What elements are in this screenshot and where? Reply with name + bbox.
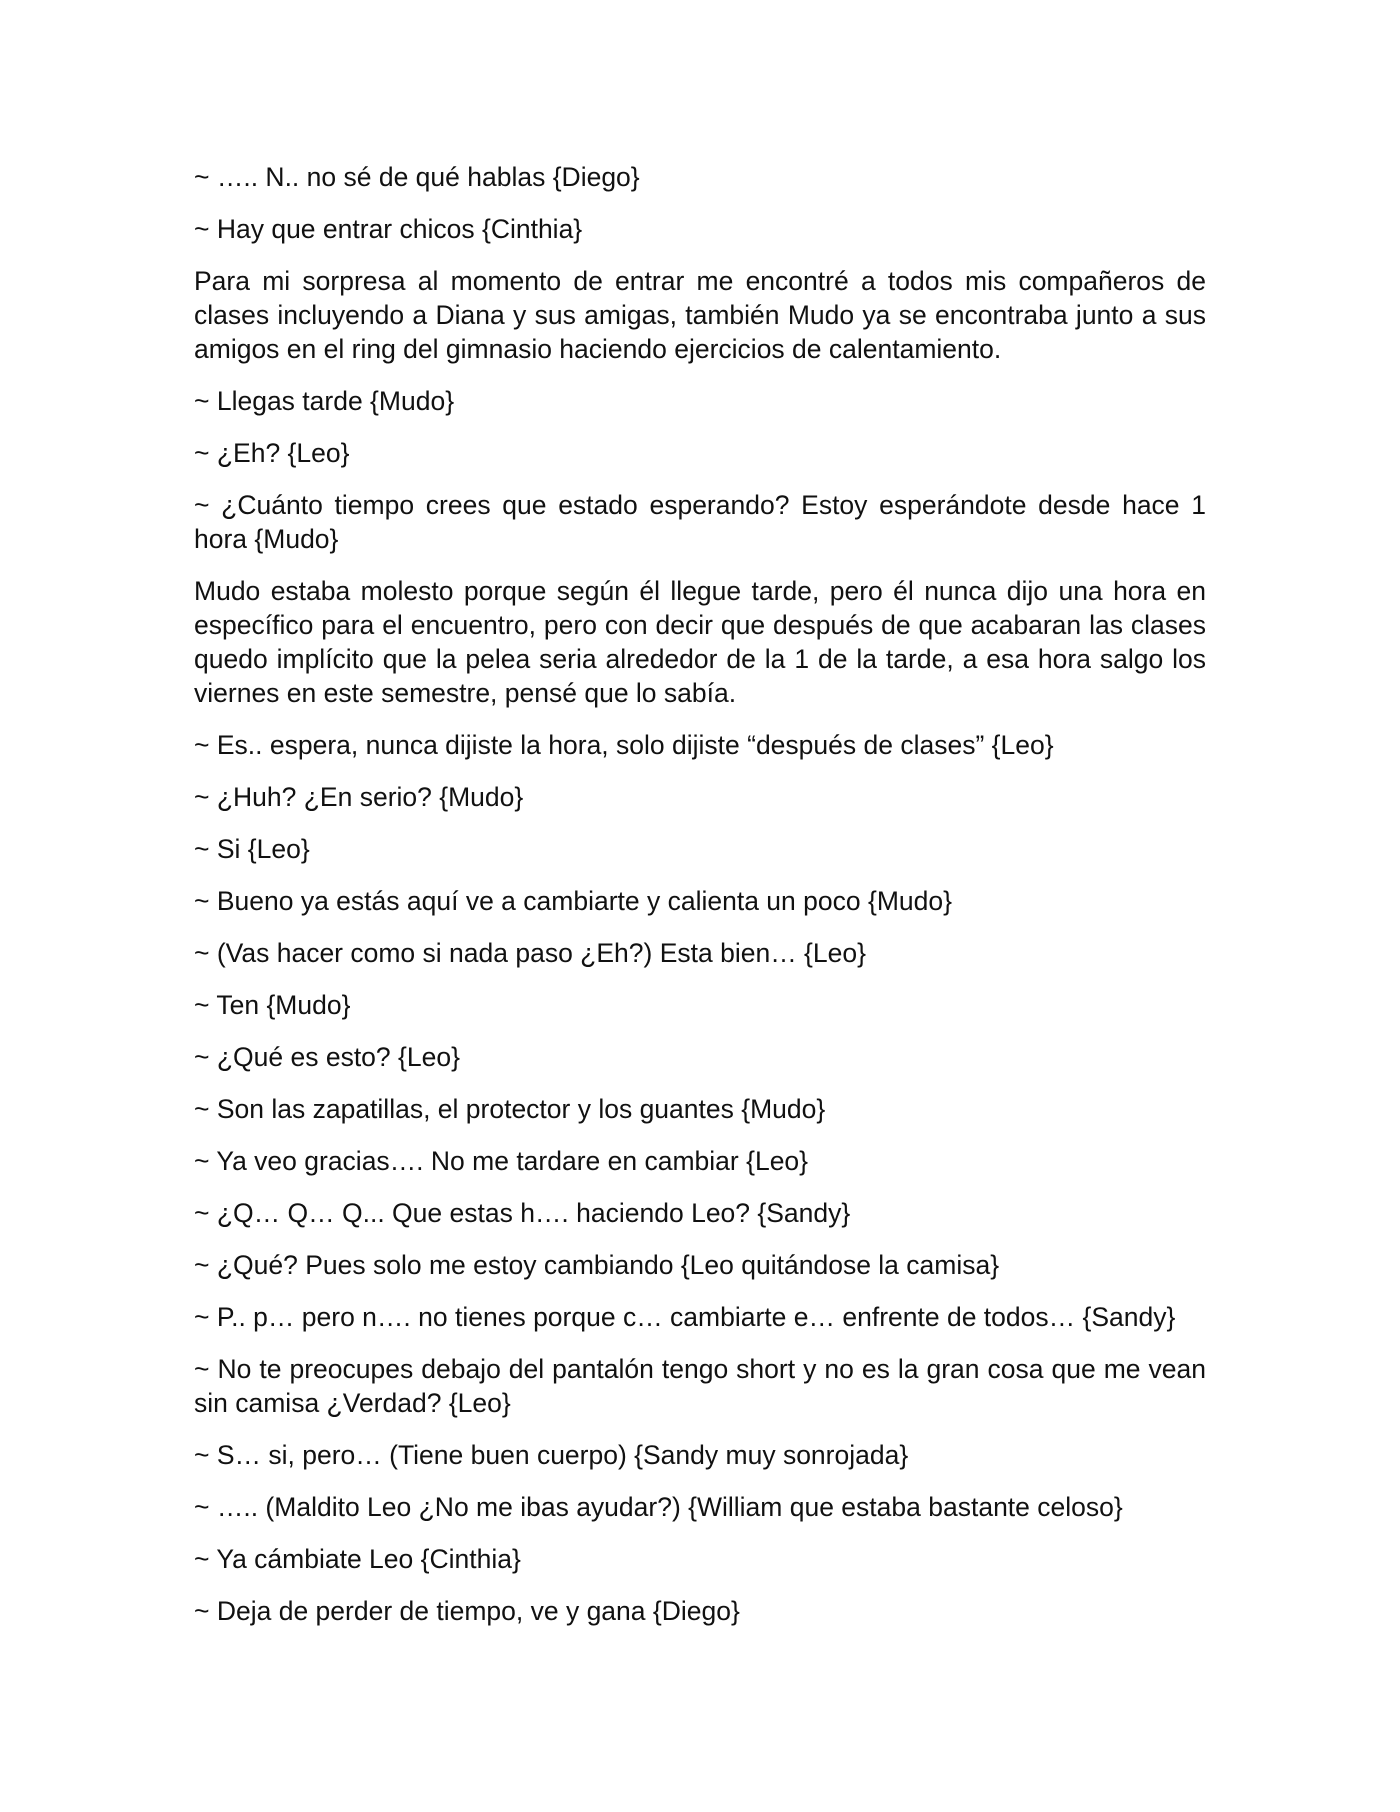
dialogue-line: ~ ¿Qué? Pues solo me estoy cambiando {Leo quitándose la camisa}	[194, 1250, 1000, 1280]
dialogue-line: ~ ….. (Maldito Leo ¿No me ibas ayudar?) {William que estaba bastante celoso}	[194, 1492, 1123, 1522]
narration-paragraph: Para mi sorpresa al momento de entrar me encontré a todos mis compañeros de clases incluyendo a Diana y sus amigas, también Mudo ya se encontraba junto a sus amigos en el ring del gimnasio haciendo ejercicios de calentamiento.	[194, 266, 1206, 364]
dialogue-line: ~ Son las zapatillas, el protector y los guantes {Mudo}	[194, 1094, 826, 1124]
dialogue-line: ~ ¿Qué es esto? {Leo}	[194, 1042, 460, 1072]
narration-paragraph: Mudo estaba molesto porque según él llegue tarde, pero él nunca dijo una hora en específico para el encuentro, pero con decir que después de que acabaran las clases quedo implícito que la pelea seria alrededor de la 1 de la tarde, a esa hora salgo los viernes en este semestre, pensé que lo sabía.	[194, 576, 1206, 708]
dialogue-line: ~ ¿Eh? {Leo}	[194, 438, 350, 468]
dialogue-line: ~ Es.. espera, nunca dijiste la hora, solo dijiste “después de clases” {Leo}	[194, 730, 1054, 760]
dialogue-line: ~ P.. p… pero n…. no tienes porque c… cambiarte e… enfrente de todos… {Sandy}	[194, 1302, 1176, 1332]
dialogue-line: ~ Hay que entrar chicos {Cinthia}	[194, 214, 583, 244]
dialogue-line: ~ ¿Q… Q… Q... Que estas h…. haciendo Leo? {Sandy}	[194, 1198, 851, 1228]
dialogue-line: ~ Bueno ya estás aquí ve a cambiarte y calienta un poco {Mudo}	[194, 886, 952, 916]
dialogue-line: ~ S… si, pero… (Tiene buen cuerpo) {Sandy muy sonrojada}	[194, 1440, 909, 1470]
dialogue-line: ~ Ten {Mudo}	[194, 990, 351, 1020]
document-body	[194, 160, 1206, 1646]
dialogue-line: ~ ….. N.. no sé de qué hablas {Diego}	[194, 162, 640, 192]
dialogue-line: ~ ¿Huh? ¿En serio? {Mudo}	[194, 782, 524, 812]
dialogue-line: ~ (Vas hacer como si nada paso ¿Eh?) Esta bien… {Leo}	[194, 938, 866, 968]
dialogue-line: ~ Llegas tarde {Mudo}	[194, 386, 455, 416]
dialogue-line: ~ Si {Leo}	[194, 834, 310, 864]
dialogue-line: ~ Deja de perder de tiempo, ve y gana {Diego}	[194, 1596, 740, 1626]
dialogue-line: ~ No te preocupes debajo del pantalón tengo short y no es la gran cosa que me vean sin camisa ¿Verdad? {Leo}	[194, 1354, 1206, 1418]
dialogue-line: ~ Ya cámbiate Leo {Cinthia}	[194, 1544, 521, 1574]
dialogue-line: ~ Ya veo gracias…. No me tardare en cambiar {Leo}	[194, 1146, 809, 1176]
dialogue-line: ~ ¿Cuánto tiempo crees que estado esperando? Estoy esperándote desde hace 1 hora {Mudo}	[194, 490, 1206, 554]
